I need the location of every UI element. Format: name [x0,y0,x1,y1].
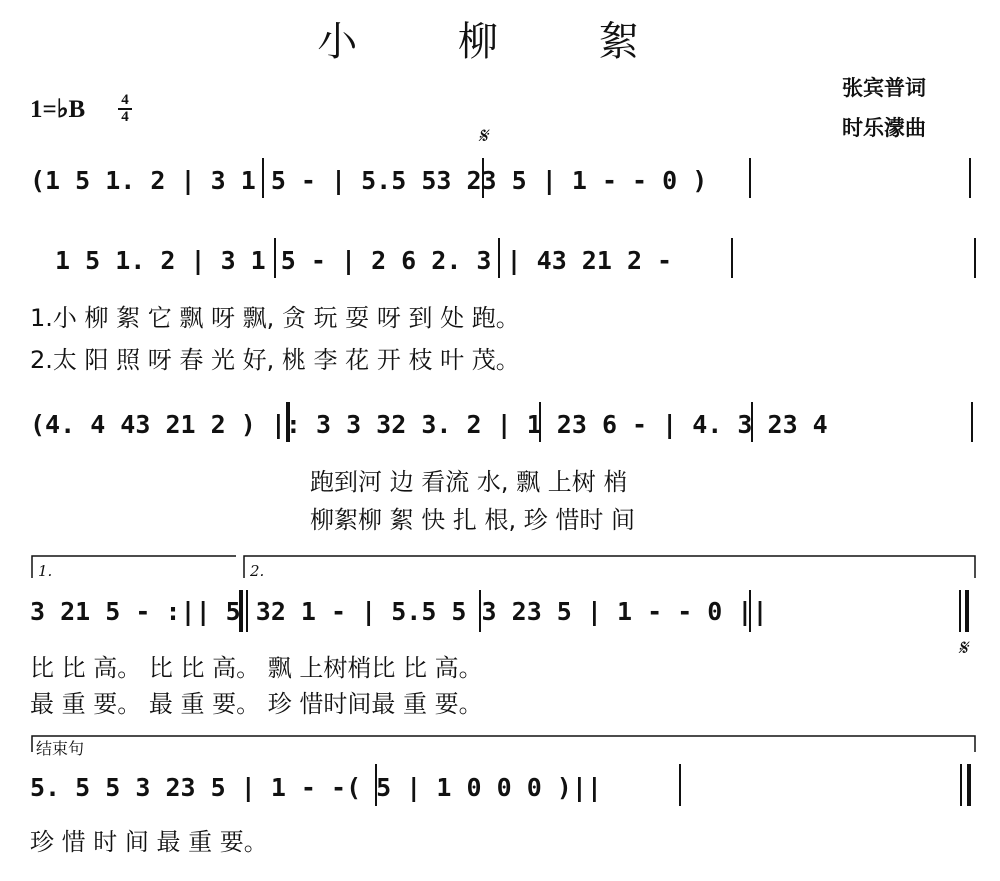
key-signature: 1=♭B [30,96,86,123]
lyrics-verse2-line1: 2.太 阳 照 呀 春 光 好, 桃 李 花 开 枝 叶 茂。 [30,346,520,374]
lyrics-verse2-line2: 柳絮柳 絮 快 扎 根, 珍 惜时 间 [310,506,636,534]
composer-credit: 时乐濛曲 [842,116,926,140]
lyrics-verse1-line1: 1.小 柳 絮 它 飘 呀 飘, 贪 玩 耍 呀 到 处 跑。 [30,304,520,332]
notation-row-5: 5. 5 5 3 23 5 | 1 - -( 5 | 1 0 0 0 )|| [30,773,602,802]
song-title: 小 柳 絮 [317,19,683,65]
second-ending-label: 2. [250,562,265,580]
lyrics-verse1-line3: 比 比 高。 比 比 高。 飘 上树梢比 比 高。 [30,654,483,682]
notation-row-3: (4. 4 43 21 2 ) |: 3 3 32 3. 2 | 1 23 6 - | 4. 3 23 4 [30,410,828,439]
lyrics-verse2-line3: 最 重 要。 最 重 要。 珍 惜时间最 重 要。 [30,690,483,718]
segno-sign-end: 𝄋 [958,636,968,661]
lyricist-credit: 张宾普词 [842,76,926,100]
notation-row-1: (1 5 1. 2 | 3 1 5 - | 5.5 53 23 5 | 1 - - 0 ) [30,166,708,195]
first-ending-label: 1. [38,562,53,580]
meter-numerator: 4 [121,92,129,108]
lyrics-ending: 珍 惜 时 间 最 重 要。 [30,828,268,856]
segno-sign: 𝄋 [478,124,488,149]
lyrics-verse1-line2: 跑到河 边 看流 水, 飘 上树 梢 [310,468,628,496]
coda-label: 结束句 [36,739,85,758]
meter-denominator: 4 [121,109,129,125]
notation-row-4: 3 21 5 - :|| 5 32 1 - | 5.5 5 3 23 5 | 1 - - 0 || [30,597,768,626]
notation-row-2: 1 5 1. 2 | 3 1 5 - | 2 6 2. 3 | 43 21 2 - [55,246,673,275]
